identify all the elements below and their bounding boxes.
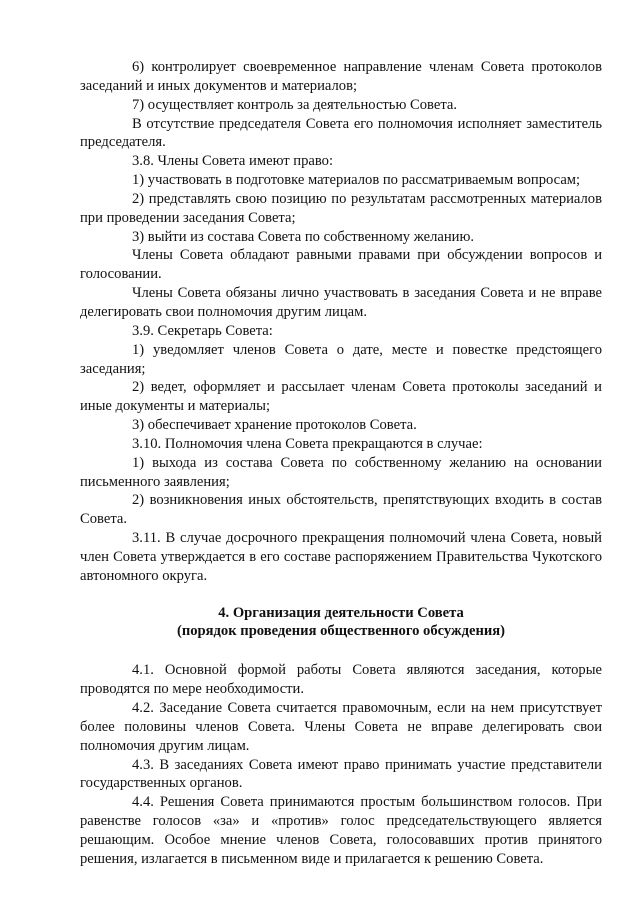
document-page — [80, 58, 602, 869]
paragraph-3-10-item-1: 1) выхода из состава Совета по собственному желанию на основании письменного заявления; — [80, 454, 602, 490]
paragraph-3-9-item-3: 3) обеспечивает хранение протоколов Совета. — [132, 417, 417, 434]
section-4-subtitle: (порядок проведения общественного обсуждения) — [176, 623, 506, 640]
paragraph-equal-rights: Члены Совета обладают равными правами при обсуждении вопросов и голосовании. — [80, 247, 602, 283]
paragraph-4-2: 4.2. Заседание Совета считается правомочным, если на нем присутствует более половины членов Совета. Члены Совета не вправе делегировать свои полномочия другим лицам. — [80, 700, 602, 754]
paragraph-3-10-item-2: 2) возникновения иных обстоятельств, препятствующих входить в состав Совета. — [80, 492, 602, 528]
paragraph-3-8-item-3: 3) выйти из состава Совета по собственному желанию. — [132, 228, 475, 245]
paragraph-3-8-item-1: 1) участвовать в подготовке материалов по рассматриваемым вопросам; — [132, 172, 581, 189]
paragraph-3-10: 3.10. Полномочия члена Совета прекращаются в случае: — [132, 435, 483, 452]
paragraph-item-6: 6) контролирует своевременное направление членам Совета протоколов заседаний и иных документов и материалов; — [80, 59, 602, 94]
paragraph-3-9-item-2: 2) ведет, оформляет и рассылает членам Совета протоколы заседаний и иные документы и материалы; — [80, 379, 602, 415]
paragraph-personal-participation: Члены Совета обязаны лично участвовать в заседания Совета и не вправе делегировать свои полномочия другим лицам. — [80, 285, 602, 320]
paragraph-3-9-item-1: 1) уведомляет членов Совета о дате, месте и повестке предстоящего заседания; — [80, 341, 602, 377]
paragraph-chair-absence: В отсутствие председателя Совета его полномочия исполняет заместитель председателя. — [80, 115, 602, 151]
paragraph-4-1: 4.1. Основной формой работы Совета являются заседания, которые проводятся по мере необходимости. — [80, 662, 602, 698]
section-4 — [80, 604, 602, 869]
paragraph-3-8: 3.8. Члены Совета имеют право: — [132, 153, 334, 170]
paragraph-3-11: 3.11. В случае досрочного прекращения полномочий члена Совета, новый член Совета утверждается в его составе распоряжением Правительства Чукотского автономного округа. — [80, 530, 602, 584]
paragraph-3-9: 3.9. Секретарь Совета: — [132, 322, 273, 339]
paragraph-item-7: 7) осуществляет контроль за деятельностью Совета. — [132, 96, 458, 113]
paragraph-4-4: 4.4. Решения Совета принимаются простым большинством голосов. При равенстве голосов «за» и «против» голос председательствующего является решающим. Особое мнение членов Совета, голосовавших против принятого решения, излагается в письменном виде и прилагается к решению Совета. — [80, 794, 602, 867]
section-3-continuation — [80, 58, 602, 586]
section-4-title: 4. Организация деятельности Совета — [218, 604, 464, 621]
paragraph-4-3: 4.3. В заседаниях Совета имеют право принимать участие представители государственных органов. — [80, 756, 602, 792]
paragraph-3-8-item-2: 2) представлять свою позицию по результатам рассмотренных материалов при проведении заседания Совета; — [80, 190, 602, 226]
